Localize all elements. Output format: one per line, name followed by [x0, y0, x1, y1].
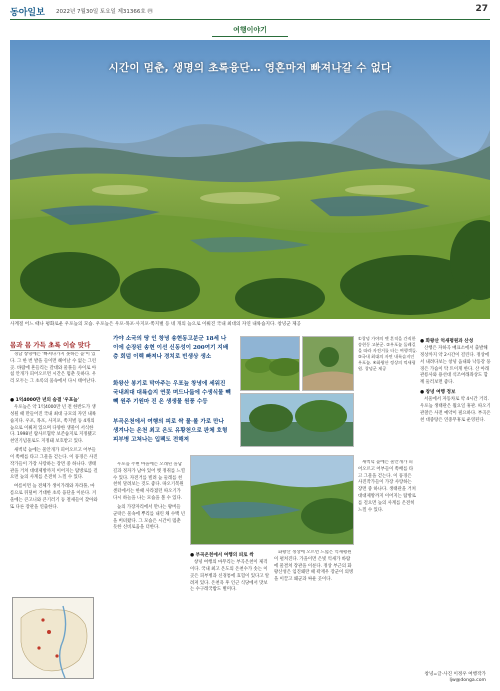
pull-quote-bugok: 부곡온천에서 여행의 피로 싹 물·볼 가로 만나 생겨나는 온천 최고 온도 유황천으로 판체 호형 피부병 고쳐나는 입팩도 전해져 — [113, 419, 228, 443]
author-name: 창녕=글·사진 이정우 여행작가 — [424, 672, 486, 677]
hero-caption: 사계절 어느 때나 평화로운 우포늪의 모습. 우포늪은 우포·목포·사지포·쪽지벌 등 네 개의 늪으로 이뤄진 국내 최대의 자연 내륙습지다. 창녕군 제공 — [10, 322, 301, 327]
page-number: 27 — [475, 4, 488, 14]
masthead — [10, 4, 490, 20]
subheading: ● 1억4000만 년의 숨결 '우포늪' — [10, 398, 80, 403]
author-email: ljw@donga.com — [449, 677, 486, 683]
author-byline — [425, 672, 486, 684]
hero-photo — [10, 40, 490, 319]
tomb-mounds-image — [241, 337, 300, 391]
subheading: ● 부곡온천에서 여행의 피로 싹 — [190, 553, 254, 558]
location-map — [12, 597, 94, 679]
paragraph: 여름이면 늪 전체가 생이가래와 자라풀, 마름으로 뒤덮여 거대한 초록 융단을 이룬다. 겨울에는 큰고니와 큰기러기 등 철새들이 찾아와 또 다른 장관을 연출한다. — [10, 484, 98, 510]
article-column-mid — [190, 550, 270, 672]
pull-quote-upo: 화왕산 봉기로 막아주는 우포늪 창녕에 세워진 국내최대 대륙습지 연못 며드나듦에 수생식물 빽빽 원주 기원마 진 온 생생물 원풍 수등 — [113, 381, 231, 405]
subheading: ● 창녕 여행 정보 — [420, 390, 456, 396]
photo-upo-swamp — [190, 455, 354, 545]
wetland-landscape-image — [10, 40, 490, 319]
poem-body: 경남 창녕에는 '빠져나가지 못하는 늪'이 있다. 그 한 번 발을 들이면 헤어날 수 없는 그런 곳. 바람에 흔들리는 갈대와 물풀들 사이로 아침 안개가 피어오르면 시간은 멈춘 듯하다. 우리 모두는 그 초록의 품속에서 다시 태어난다. — [10, 352, 97, 385]
subheading: ● 화왕산 억새평원과 산성 — [420, 339, 474, 344]
pull-quote-songhyeon: 가야 소국의 땅 인 창녕 송현동고분군 18세 나이에 순장된 송현 이선 신동성이 200여기 지배층 회덤 이렉 빠져나 경치로 빈생상 생소 — [113, 336, 229, 360]
newspaper-logo: 동아일보 — [10, 8, 45, 18]
issue-meta: 2022년 7월30일 토요일 제31366호 ㊃ — [56, 9, 153, 15]
paragraph: 우포늪은 약 1억4000만 년 전 한반도가 생성될 때 만들어진 국내 최대 규모의 자연 내륙습지다. 우포, 목포, 사지포, 쪽지벌 등 4개의 늪으로 이뤄져 있으며 다양한 생물이 서식한다. 1998년 람사르협약 보존습지로 지정됐고 천연기념물로도 지정돼 보호받고 있다. — [10, 405, 97, 445]
paragraph: 새벽녘 늪에는 물안개가 피어오르고 어부들이 쪽배를 타고 그물을 걷는다. 이 풍경은 사진작가들이 가장 사랑하는 장면 중 하나다. 생태관을 거쳐 대대제방까지 이어지는 탐방로를 걸으면 늪의 사계를 온전히 느낄 수 있다. — [358, 460, 416, 513]
hero-headline: 시간이 멈춘, 생명의 초록융단… 영혼마저 빠져나갈 수 없다 — [108, 62, 392, 74]
article-column-mid-right — [274, 550, 354, 672]
bicycle-path-image — [303, 337, 354, 391]
article-column-left — [10, 395, 98, 593]
article-column-right-inner — [358, 460, 416, 666]
poem-title: 몸과 몸 가득 초록 이슬 맞다 — [10, 340, 100, 351]
wetland-trees-image — [241, 394, 354, 447]
photo-tombs — [240, 336, 300, 391]
paragraph: 창녕 여행의 마무리는 부곡온천이 제격이다. 국내 최고 온도의 온천수가 솟는 이곳은 피부병과 신경통에 효험이 있다고 알려져 있다. 온천욕 후 인근 식당에서 맛보는 수구레국밥도 별미다. — [190, 560, 270, 593]
paragraph: 서울에서 자동차로 약 4시간 거리. 우포늪 생태관은 월요일 휴관. 따오기 관찰은 사전 예약이 필요하다. 부곡온천 대중탕은 연중무휴로 운영된다. — [420, 397, 491, 423]
photo-wetland-trees — [240, 393, 354, 447]
paragraph: 우포늪 주변 마을에는 오래된 돌담길과 정자가 남아 있어 옛 정취를 느낄 수 있다. 자전거를 빌려 늪 둘레를 천천히 달려보는 것도 좋다. 따오기복원센터에서는 한때 사라졌던 따오기가 다시 하늘을 나는 모습을 볼 수 있다. — [113, 462, 185, 502]
paragraph: 산행은 자하곡 매표소에서 출발해 정상까지 약 2시간이 걸린다. 정상에서 내려다보는 창녕 읍내와 낙동강 풍경은 가슴이 탁 트이게 한다. 산 아래 관룡사와 용선대 석조여래좌상도 함께 둘러보면 좋다. — [420, 346, 491, 386]
photo-caption: ①창녕 가야의 옛 흔적을 간직한 송현동 고분군. ②우포늪 둘레길을 따라 자전거를 타는 여행객들. ③국내 최대의 자연 내륙습지인 우포늪. ④화왕산 정상의 억새평원. 창녕군 제공 — [358, 336, 418, 372]
map-illustration — [13, 598, 95, 680]
poem-text — [10, 352, 98, 392]
paragraph: 새벽녘 늪에는 물안개가 피어오르고 어부들이 쪽배를 타고 그물을 걷는다. 이 풍경은 사진작가들이 가장 사랑하는 장면 중 하나다. 생태관을 거쳐 대대제방까지 이어지는 탐방로를 걸으면 늪의 사계를 온전히 느낄 수 있다. — [10, 448, 98, 481]
article-column-mid-left — [113, 462, 185, 672]
swamp-view-image — [191, 456, 354, 545]
paragraph: 화왕산 정상에 오르면 드넓은 억새평원이 펼쳐진다. 가을이면 은빛 억새가 바람에 물결쳐 장관을 이룬다. 정상 부근의 화왕산성은 임진왜란 때 곽재우 장군이 의병을 이끌고 왜군과 싸운 곳이다. — [274, 550, 354, 583]
photo-bicycle-path — [302, 336, 354, 391]
section-title: 여행이야기 — [212, 25, 288, 37]
paragraph: 늪의 가장자리에서 만나는 왕버들 군락은 물속에 뿌리를 내린 채 수백 년을 버텨왔다. 그 모습은 시간이 멈춘 듯한 신비로움을 더한다. — [113, 504, 185, 531]
article-column-right — [420, 336, 492, 666]
